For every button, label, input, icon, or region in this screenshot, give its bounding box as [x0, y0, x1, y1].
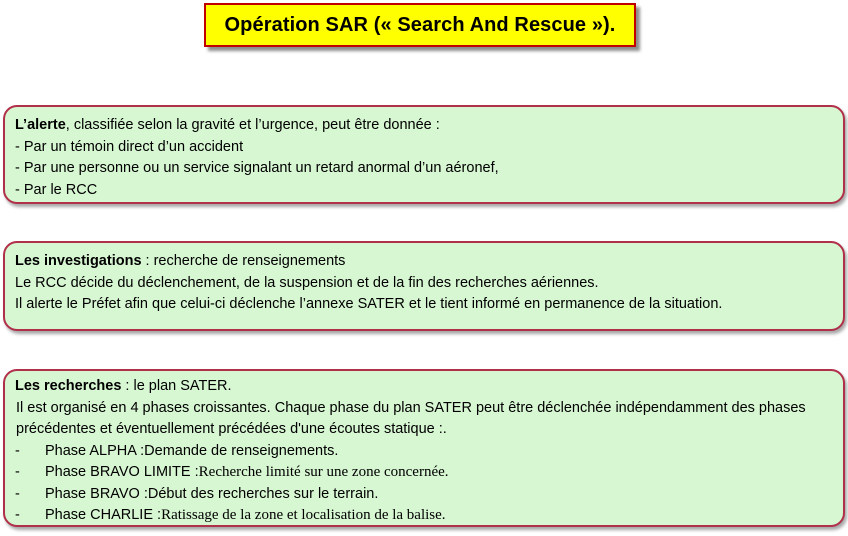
alerte-line: - Par un témoin direct d’un accident — [15, 138, 244, 155]
investigations-section — [3, 241, 845, 331]
phase-label: Phase ALPHA : — [45, 442, 145, 459]
phase-item — [15, 462, 833, 484]
alerte-line: - Par une personne ou un service signalant un retard anormal d’un aéronef, — [15, 160, 499, 176]
title-banner — [204, 3, 636, 47]
phase-text: Recherche limité sur une zone concernée. — [198, 464, 449, 480]
recherches-intro-line — [15, 376, 833, 398]
phase-item — [15, 441, 833, 463]
phase-item — [15, 505, 833, 527]
alerte-line: - Par le RCC — [15, 181, 98, 198]
investigations-line: Le RCC décide du déclenchement, de la suspension et de la fin des recherches aériennes. — [15, 274, 599, 291]
recherches-section — [3, 369, 845, 527]
recherches-intro: : le plan SATER. — [121, 378, 232, 394]
investigations-intro-line — [15, 251, 833, 273]
page-title: Opération SAR (« Search And Rescue »). — [224, 13, 616, 36]
phase-label: Phase BRAVO LIMITE : — [45, 464, 199, 480]
recherches-paragraph: Il est organisé en 4 phases croissantes. Chaque phase du plan SATER peut être déclenchée indépendamment des phases précédentes et éventuellement précédées d'une écoutes statique :. — [16, 399, 806, 437]
alerte-intro: , classifiée selon la gravité et l’urgence, peut être donnée : — [65, 117, 440, 133]
phase-dash: - — [15, 485, 20, 502]
phase-label: Phase CHARLIE : — [45, 507, 162, 523]
phase-text: Demande de renseignements. — [144, 442, 339, 459]
investigations-line: Il alerte le Préfet afin que celui-ci déclenche l’annexe SATER et le tient informé en permanence de la situation. — [15, 296, 723, 312]
alerte-heading: L’alerte — [15, 117, 66, 133]
phase-item — [15, 484, 833, 506]
phase-dash: - — [15, 464, 20, 480]
investigations-heading: Les investigations — [15, 253, 142, 269]
phase-text: Ratissage de la zone et localisation de la balise. — [161, 507, 446, 523]
alerte-intro-line — [15, 115, 833, 137]
phase-text: Début des recherches sur le terrain. — [147, 485, 379, 502]
phase-label: Phase BRAVO : — [45, 485, 148, 502]
recherches-heading: Les recherches — [15, 378, 122, 394]
phase-dash: - — [15, 507, 20, 523]
investigations-intro: : recherche de renseignements — [141, 253, 346, 269]
alerte-section — [3, 105, 845, 204]
phase-dash: - — [15, 442, 20, 459]
